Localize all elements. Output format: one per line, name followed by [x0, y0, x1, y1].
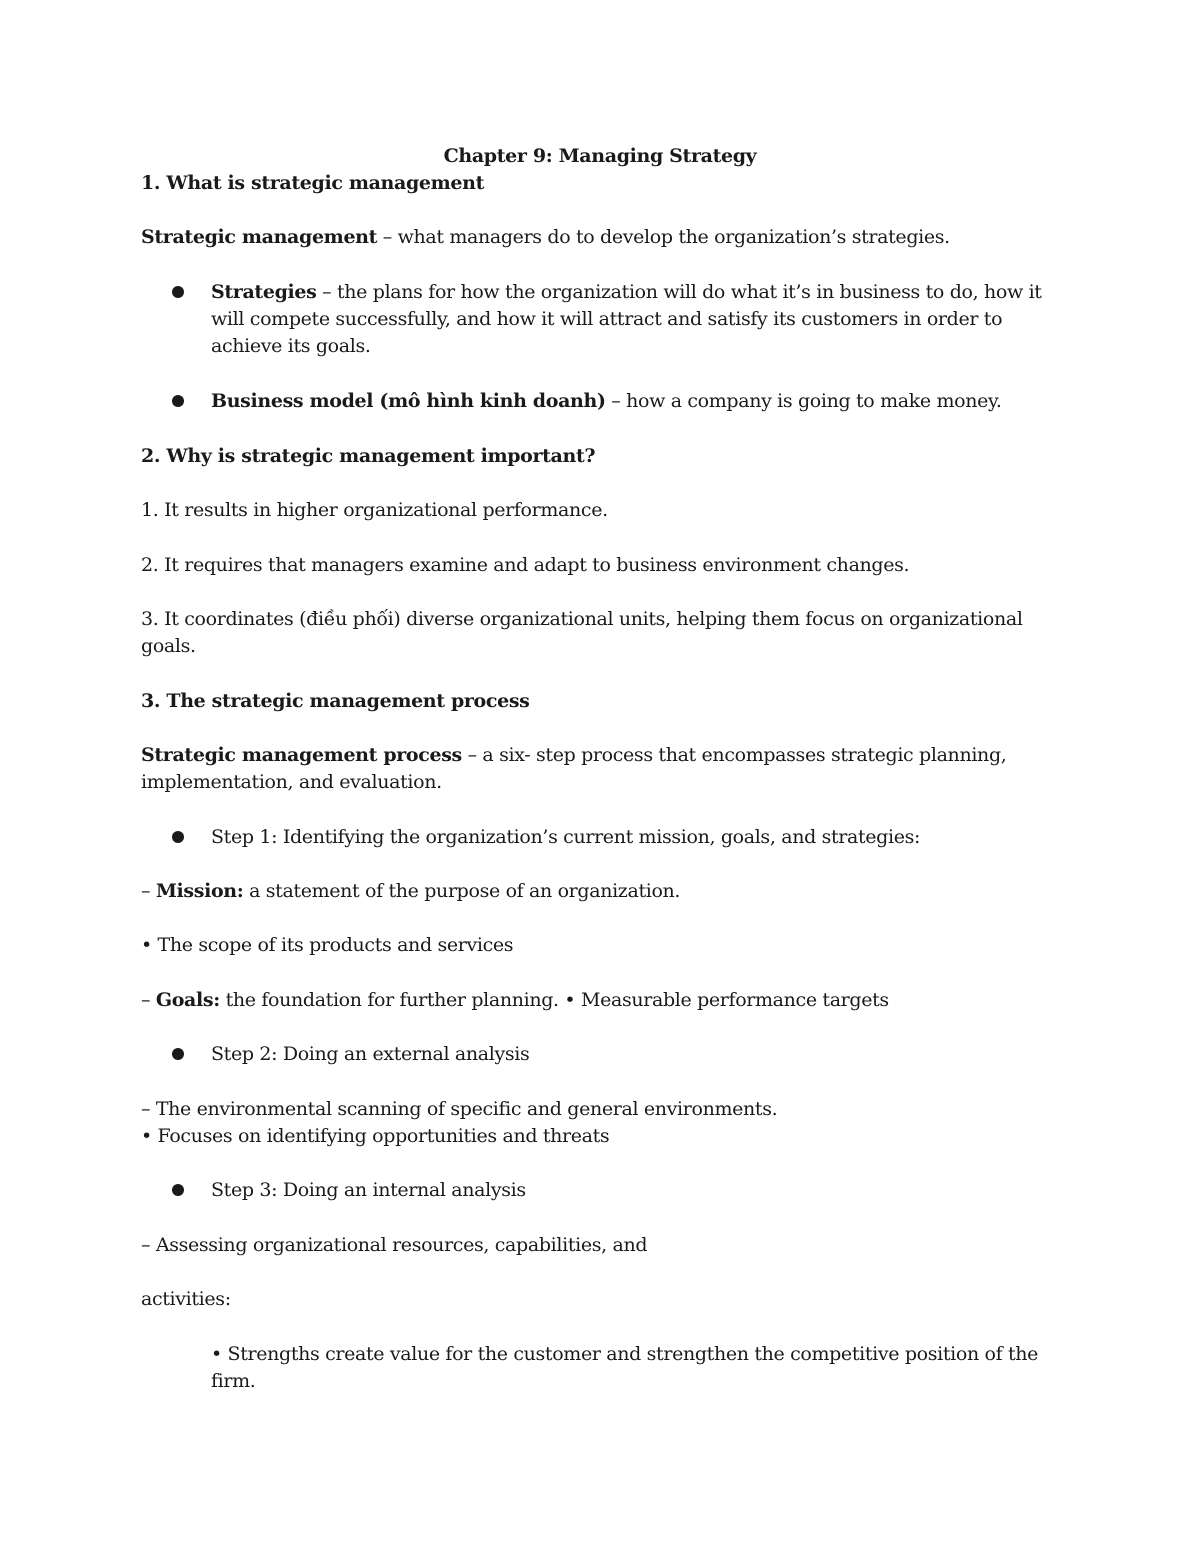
goals-line	[141, 987, 889, 1014]
term: Business model (mô hình kinh doanh)	[211, 390, 606, 412]
definition-text: – what managers do to develop the organization’s strategies.	[377, 226, 950, 248]
strengths-line: • Strengths create value for the customer and strengthen the competitive position of the firm.	[211, 1343, 1039, 1392]
bullet-strategies	[211, 279, 1061, 360]
term: Strategies	[211, 281, 317, 303]
bullet-business-model	[211, 388, 1002, 415]
definition-text: the foundation for further planning. • Measurable performance targets	[219, 989, 889, 1011]
page-title: Chapter 9: Managing Strategy	[443, 145, 757, 167]
dash: –	[141, 989, 156, 1011]
environment-line-2: • Focuses on identifying opportunities and threats	[141, 1125, 610, 1147]
bullet-dot-icon	[172, 286, 184, 298]
section-1-heading: 1. What is strategic management	[141, 172, 485, 194]
bullet-dot-icon	[172, 831, 184, 843]
bullet-dot-icon	[172, 1048, 184, 1060]
step-1: Step 1: Identifying the organization’s current mission, goals, and strategies:	[211, 826, 921, 848]
dash: –	[141, 880, 156, 902]
environment-line-1: – The environmental scanning of specific and general environments.	[141, 1098, 778, 1120]
definition-text: a statement of the purpose of an organization.	[243, 880, 681, 902]
definition-text: – a six- step process that encompasses strategic planning, implementation, and evaluation.	[141, 744, 1007, 793]
term: Strategic management process	[141, 744, 462, 766]
definition-strategic-management	[141, 224, 950, 251]
scope-line: • The scope of its products and services	[141, 934, 514, 956]
term: Strategic management	[141, 226, 378, 248]
bullet-dot-icon	[172, 395, 184, 407]
section-2-heading: 2. Why is strategic management important?	[141, 445, 596, 467]
definition-strategic-management-process	[141, 742, 1021, 796]
step-2: Step 2: Doing an external analysis	[211, 1043, 530, 1065]
activities-line: activities:	[141, 1288, 231, 1310]
definition-text: – how a company is going to make money.	[605, 390, 1002, 412]
importance-point-3: 3. It coordinates (điều phối) diverse organizational units, helping them focus on organizational goals.	[141, 608, 1023, 657]
step-3: Step 3: Doing an internal analysis	[211, 1179, 526, 1201]
definition-text: – the plans for how the organization will do what it’s in business to do, how it will compete successfully, and how it will attract and satisfy its customers in order to achieve its goals.	[211, 281, 1042, 357]
importance-point-2: 2. It requires that managers examine and adapt to business environment changes.	[141, 554, 910, 576]
bullet-dot-icon	[172, 1184, 184, 1196]
section-3-heading: 3. The strategic management process	[141, 690, 530, 712]
mission-line	[141, 878, 680, 905]
importance-point-1: 1. It results in higher organizational performance.	[141, 499, 608, 521]
assessing-line: – Assessing organizational resources, capabilities, and	[141, 1234, 648, 1256]
term: Mission:	[155, 880, 244, 902]
term: Goals:	[155, 989, 220, 1011]
